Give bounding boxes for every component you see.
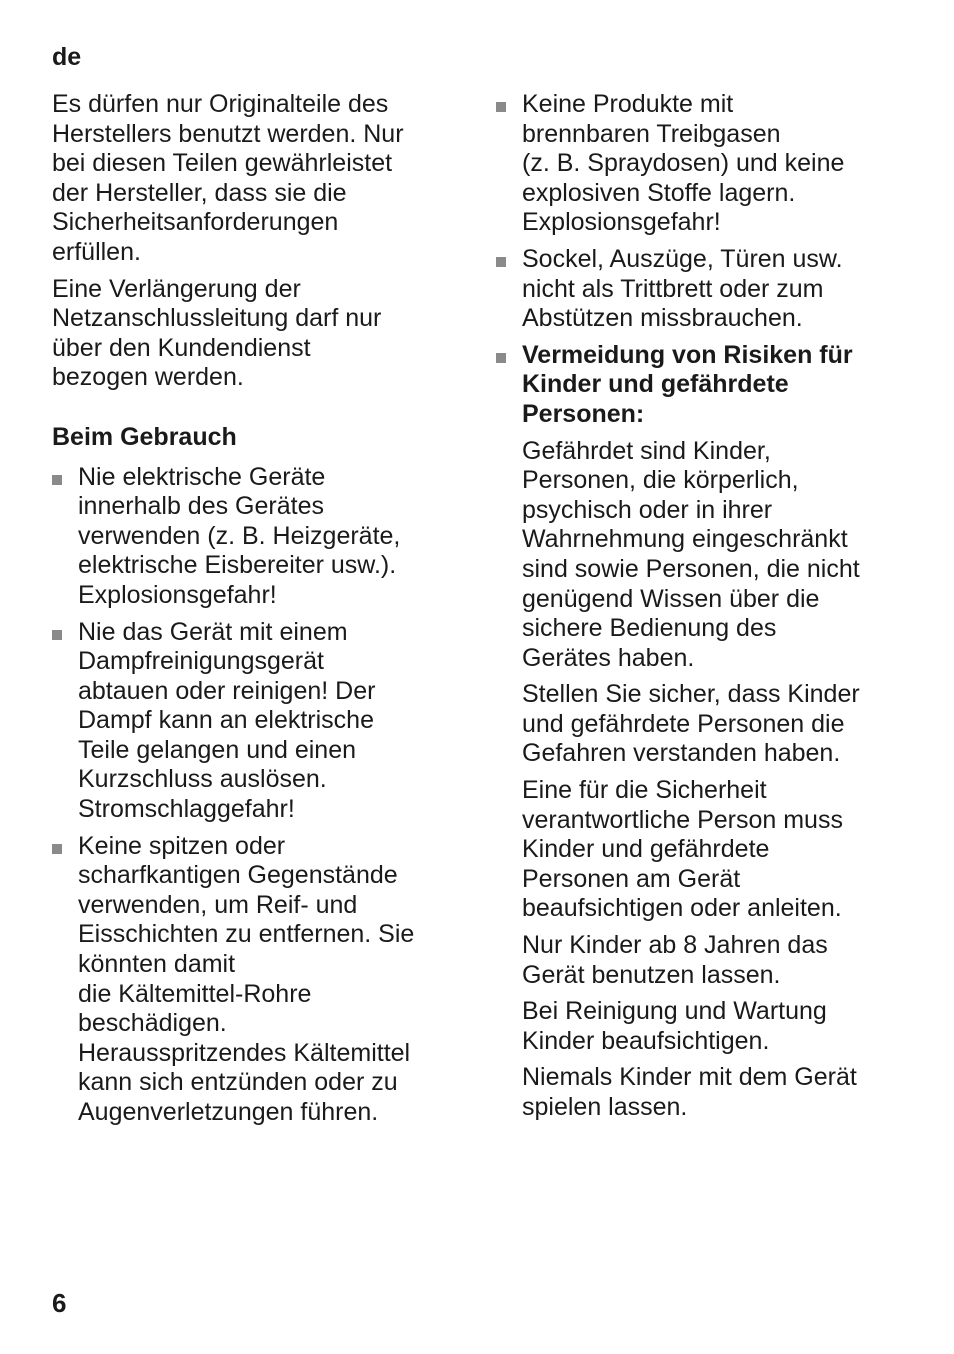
section-heading: Beim Gebrauch [52, 422, 237, 451]
list-item-text: Keine spitzen oder scharfkantigen Gegenstände verwenden, um Reif- und Eisschichten zu entfernen. Sie könnten damit die Kältemittel-Rohre beschädigen. Herausspritzendes Kältemittel kann sich entzünden oder zu Augenverletzungen führen. [78, 831, 415, 1126]
list-item-risk [496, 341, 901, 1123]
risk-paragraph: Gefährdet sind Kinder, Personen, die körperlich, psychisch oder in ihrer Wahrnehmung eingeschränkt sind sowie Personen, die nicht genügend Wissen über die sichere Bedienung des Gerätes haben. [522, 436, 860, 672]
list-item [52, 832, 452, 1128]
risk-paragraph: Eine für die Sicherheit verantwortliche Person muss Kinder und gefährdete Personen am Gerät beaufsichtigen oder anleiten. [522, 776, 843, 923]
list-item [496, 90, 901, 238]
list-item-text: Nie elektrische Geräte innerhalb des Gerätes verwenden (z. B. Heizgeräte, elektrische Eisbereiter usw.). Explosionsgefahr! [78, 462, 401, 609]
risk-paragraph: Nur Kinder ab 8 Jahren das Gerät benutzen lassen. [522, 931, 828, 989]
list-item [496, 245, 901, 334]
square-bullet-icon [496, 102, 506, 112]
list-item [52, 463, 452, 611]
risk-paragraph: Niemals Kinder mit dem Gerät spielen lassen. [522, 1063, 857, 1121]
list-item-text: Nie das Gerät mit einem Dampfreinigungsgerät abtauen oder reinigen! Der Dampf kann an elektrische Teile gelangen und einen Kurzschluss auslösen. Stromschlaggefahr! [78, 617, 376, 824]
intro-paragraph: Eine Verlängerung der Netzanschlussleitung darf nur über den Kundendienst bezogen werden. [52, 274, 382, 392]
list-item-text: Sockel, Auszüge, Türen usw. nicht als Trittbrett oder zum Abstützen missbrauchen. [522, 244, 843, 333]
square-bullet-icon [496, 257, 506, 267]
square-bullet-icon [52, 844, 62, 854]
square-bullet-icon [52, 630, 62, 640]
risk-paragraph: Stellen Sie sicher, dass Kinder und gefährdete Personen die Gefahren verstanden haben. [522, 680, 860, 768]
language-code: de [52, 43, 82, 71]
warning-list [496, 90, 901, 1123]
left-column [52, 90, 452, 1135]
page-number: 6 [52, 1288, 67, 1318]
list-item-text: Keine Produkte mit brennbaren Treibgasen (z. B. Spraydosen) und keine explosiven Stoffe lagern. Explosionsgefahr! [522, 90, 845, 237]
usage-list [52, 463, 452, 1128]
risk-paragraph: Bei Reinigung und Wartung Kinder beaufsichtigen. [522, 997, 827, 1055]
square-bullet-icon [496, 353, 506, 363]
list-item [52, 618, 452, 825]
intro-paragraph: Es dürfen nur Originalteile des Herstellers benutzt werden. Nur bei diesen Teilen gewährleistet der Hersteller, dass sie die Sicherheitsanforderungen erfüllen. [52, 90, 404, 266]
square-bullet-icon [52, 475, 62, 485]
right-column [496, 90, 901, 1130]
risk-title: Vermeidung von Risiken für Kinder und gefährdete Personen: [522, 340, 853, 428]
